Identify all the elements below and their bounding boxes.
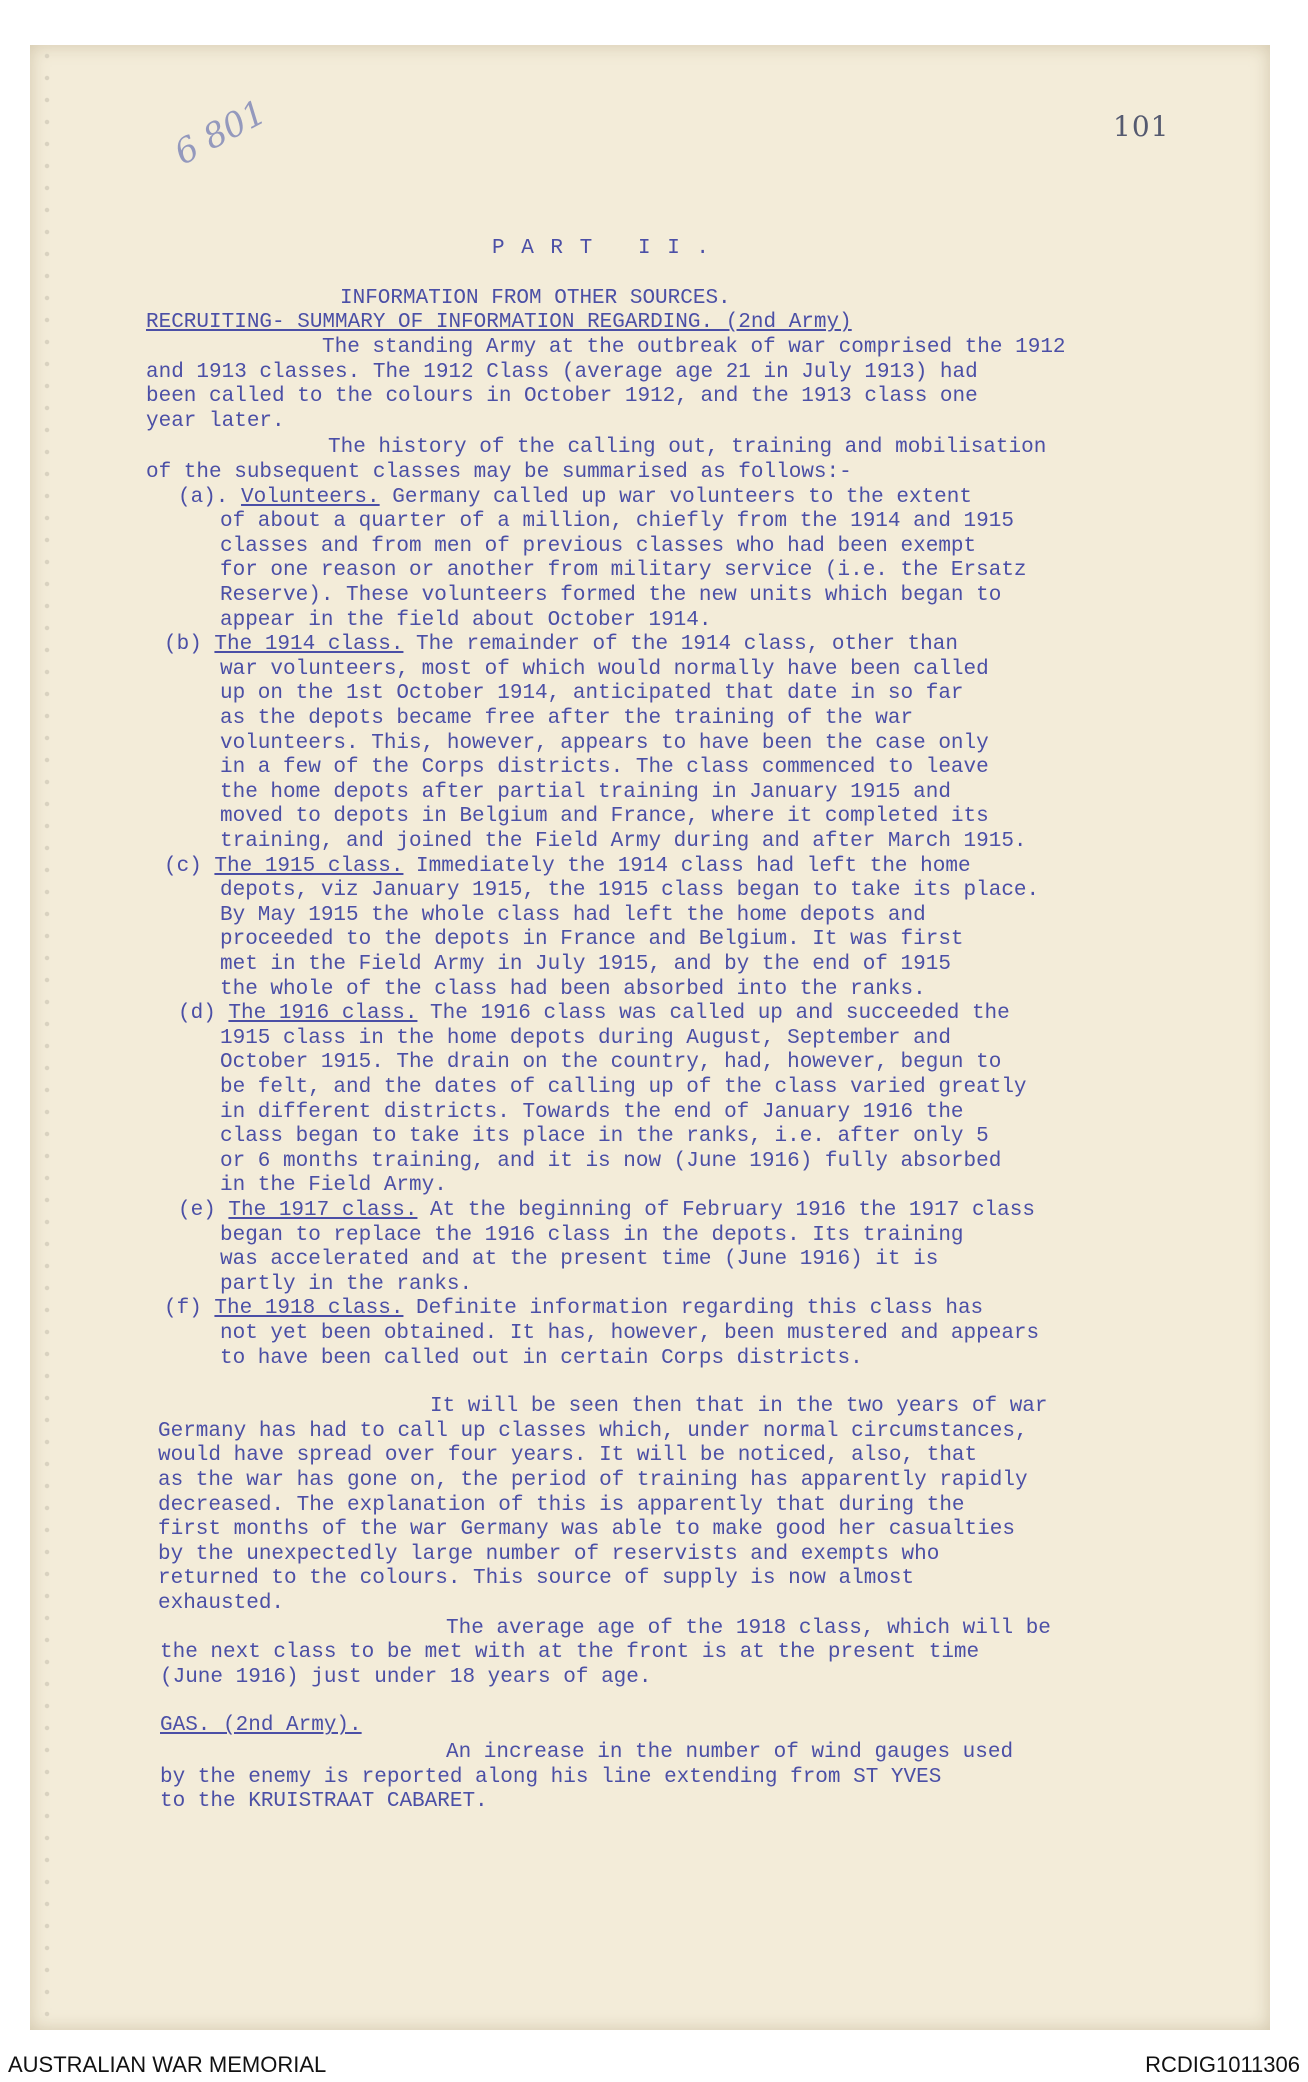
- list-item-first-line: [178, 486, 972, 510]
- section-subtitle: INFORMATION FROM OTHER SOURCES.: [340, 287, 731, 310]
- list-item-line: the whole of the class had been absorbed into the ranks.: [220, 977, 926, 1001]
- paragraph-line: been called to the colours in October 1912, and the 1913 class one: [146, 385, 978, 409]
- list-item-line: Reserve). These volunteers formed the new units which began to: [220, 584, 1002, 607]
- list-item-title: The 1917 class.: [228, 1199, 418, 1222]
- list-marker: (f): [164, 1297, 215, 1321]
- paragraph-line: exhausted.: [158, 1592, 285, 1615]
- page-number: 101: [1113, 110, 1170, 143]
- list-item-line: be felt, and the dates of calling up of the class varied greatly: [220, 1076, 1027, 1099]
- list-item-line: October 1915. The drain on the country, had, however, begun to: [220, 1051, 1002, 1075]
- list-item-title: Volunteers.: [241, 485, 380, 509]
- list-item-first-line: [164, 855, 971, 879]
- list-item-line: met in the Field Army in July 1915, and by the end of 1915: [220, 953, 951, 976]
- paragraph-line: year later.: [146, 409, 285, 433]
- paragraph-line: and 1913 classes. The 1912 Class (average age 21 in July 1913) had: [146, 360, 978, 384]
- list-item-text: Definite information regarding this class has: [403, 1297, 984, 1321]
- list-item-line: of about a quarter of a million, chiefly from the 1914 and 1915: [220, 510, 1014, 534]
- paragraph-line: to the KRUISTRAAT CABARET.: [160, 1790, 488, 1814]
- list-item-line: volunteers. This, however, appears to have been the case only: [220, 731, 989, 755]
- paragraph-line: as the war has gone on, the period of training has apparently rapidly: [158, 1469, 1028, 1492]
- list-item-line: moved to depots in Belgium and France, where it completed its: [220, 805, 989, 829]
- list-marker: (e): [178, 1199, 229, 1222]
- list-marker: (b): [164, 633, 215, 657]
- list-item-text: The 1916 class was called up and succeeded the: [417, 1002, 1010, 1026]
- list-item-first-line: [178, 1002, 1010, 1026]
- list-item-line: 1915 class in the home depots during August, September and: [220, 1026, 951, 1050]
- list-item-text: Germany called up war volunteers to the extent: [379, 485, 972, 509]
- list-marker: (a).: [178, 485, 242, 509]
- list-item-title: The 1916 class.: [228, 1002, 418, 1026]
- list-item-line: partly in the ranks.: [220, 1272, 473, 1296]
- archive-footer: [0, 2048, 1308, 2082]
- list-marker: (c): [164, 854, 215, 878]
- paragraph-line: (June 1916) just under 18 years of age.: [160, 1665, 652, 1689]
- list-item-line: for one reason or another from military service (i.e. the Ersatz: [220, 559, 1027, 583]
- list-item-text: The remainder of the 1914 class, other than: [403, 633, 958, 657]
- list-item-line: to have been called out in certain Corps districts.: [220, 1346, 863, 1370]
- list-item-title: The 1914 class.: [214, 633, 404, 657]
- list-item-line: proceeded to the depots in France and Belgium. It was first: [220, 928, 964, 952]
- paragraph-line: decreased. The explanation of this is apparently that during the: [158, 1493, 965, 1517]
- list-item-line: By May 1915 the whole class had left the home depots and: [220, 903, 926, 927]
- paragraph-line: The average age of the 1918 class, which will be: [446, 1616, 1051, 1640]
- list-item-line: in a few of the Corps districts. The class commenced to leave: [220, 756, 989, 780]
- list-item-line: class began to take its place in the ranks, i.e. after only 5: [220, 1125, 989, 1149]
- paragraph-line: by the enemy is reported along his line extending from ST YVES: [160, 1765, 942, 1789]
- gas-heading: GAS. (2nd Army).: [160, 1714, 362, 1738]
- archive-pencil-mark: 6 801: [168, 92, 273, 174]
- list-item-line: training, and joined the Field Army during and after March 1915.: [220, 830, 1027, 853]
- list-item-line: began to replace the 1916 class in the depots. Its training: [220, 1223, 964, 1247]
- paragraph-line: An increase in the number of wind gauges used: [446, 1741, 1014, 1764]
- paragraph-line: The history of the calling out, training and mobilisation: [328, 436, 1047, 460]
- paragraph-line: of the subsequent classes may be summarised as follows:-: [146, 461, 852, 484]
- list-item-line: in the Field Army.: [220, 1174, 447, 1198]
- list-item-title: The 1915 class.: [214, 854, 404, 878]
- paragraph-line: by the unexpectedly large number of reservists and exempts who: [158, 1542, 940, 1566]
- paragraph-line: It will be seen then that in the two years of war: [430, 1395, 1048, 1419]
- paragraph-line: first months of the war Germany was able to make good her casualties: [158, 1518, 1015, 1542]
- list-item-line: classes and from men of previous classes who had been exempt: [220, 534, 977, 558]
- paragraph-line: the next class to be met with at the front is at the present time: [160, 1641, 980, 1665]
- list-marker: (d): [178, 1002, 229, 1026]
- paragraph-line: would have spread over four years. It will be noticed, also, that: [158, 1444, 978, 1468]
- list-item-line: was accelerated and at the present time (June 1916) it is: [220, 1248, 939, 1272]
- list-item-line: the home depots after partial training in January 1915 and: [220, 780, 951, 804]
- list-item-first-line: [178, 1199, 1035, 1223]
- paragraph-line: Germany has had to call up classes which, under normal circumstances,: [158, 1419, 1028, 1443]
- list-item-line: up on the 1st October 1914, anticipated that date in so far: [220, 682, 964, 706]
- list-item-line: not yet been obtained. It has, however, been mustered and appears: [220, 1322, 1040, 1345]
- list-item-first-line: [164, 633, 958, 657]
- list-item-text: At the beginning of February 1916 the 1917 class: [417, 1199, 1035, 1222]
- list-item-line: as the depots became free after the training of the war: [220, 707, 914, 730]
- list-item-line: war volunteers, most of which would normally have been called: [220, 657, 989, 681]
- list-item-line: depots, viz January 1915, the 1915 class began to take its place.: [220, 879, 1040, 903]
- footer-institution: AUSTRALIAN WAR MEMORIAL: [8, 2052, 327, 2077]
- footer-record-id: RCDIG1011306: [1145, 2052, 1300, 2077]
- paragraph-line: returned to the colours. This source of supply is now almost: [158, 1567, 915, 1591]
- list-item-title: The 1918 class.: [214, 1297, 404, 1321]
- list-item-line: in different districts. Towards the end of January 1916 the: [220, 1100, 964, 1124]
- list-item-first-line: [164, 1297, 983, 1321]
- list-item-line: appear in the field about October 1914.: [220, 608, 712, 632]
- paragraph-line: The standing Army at the outbreak of war comprised the 1912: [322, 336, 1066, 359]
- part-heading: P A R T I I .: [492, 237, 712, 260]
- list-item-line: or 6 months training, and it is now (June 1916) fully absorbed: [220, 1149, 1002, 1173]
- recruiting-heading: RECRUITING- SUMMARY OF INFORMATION REGARDING. (2nd Army): [146, 311, 852, 334]
- list-item-text: Immediately the 1914 class had left the home: [403, 854, 971, 878]
